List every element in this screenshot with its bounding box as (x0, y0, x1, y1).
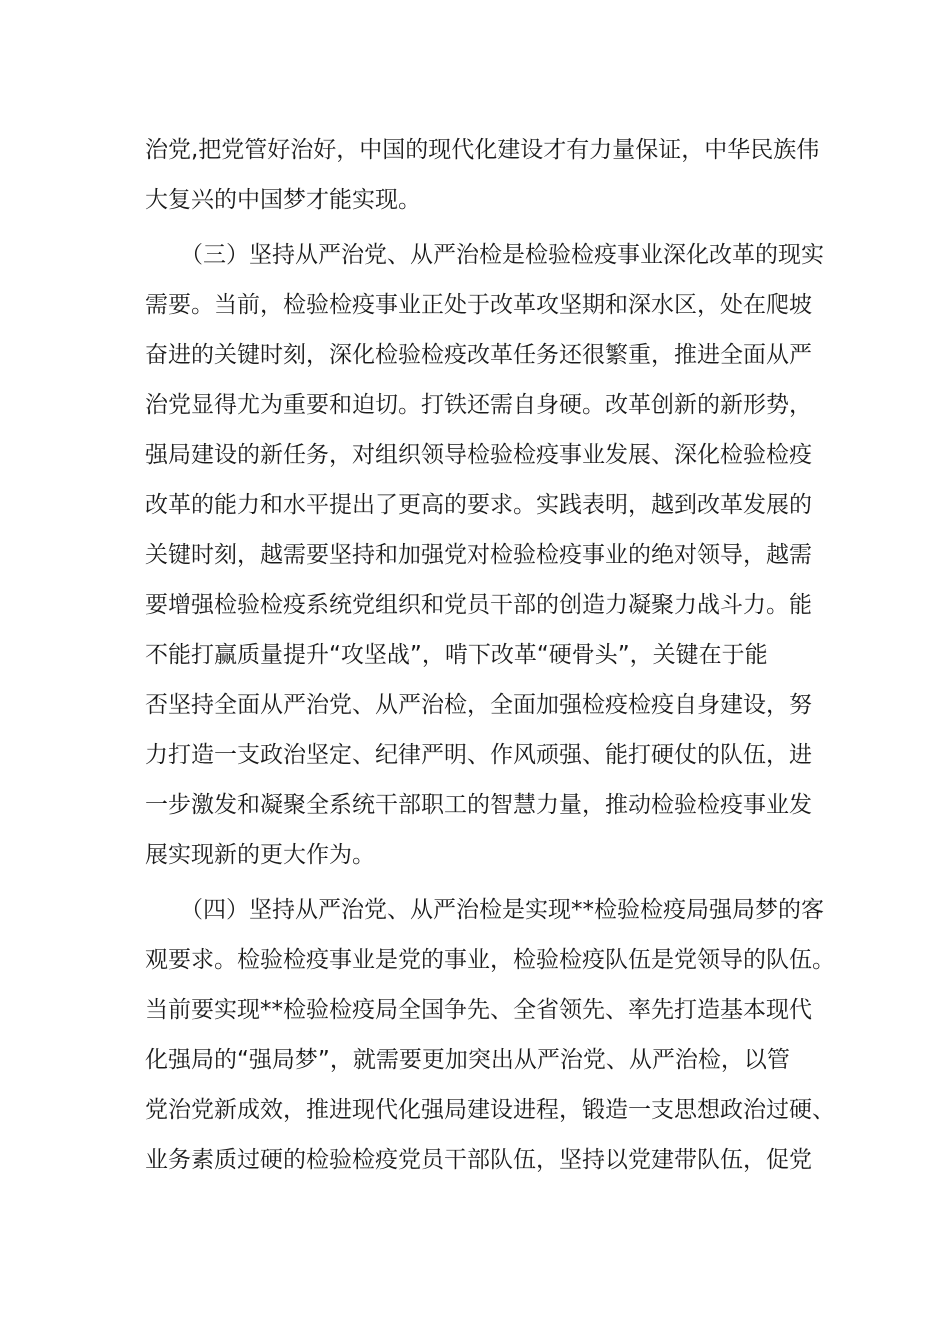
text-line: 治党,把党管好治好，中国的现代化建设才有力量保证，中华民族伟 (145, 137, 820, 163)
text-line: 不能打赢质量提升“攻坚战”，啃下改革“硬骨头”，关键在于能 (145, 642, 768, 668)
text-line: 观要求。检验检疫事业是党的事业，检验检疫队伍是党领导的队伍。 (145, 947, 835, 973)
text-line: 业务素质过硬的检验检疫党员干部队伍，坚持以党建带队伍，促党 (145, 1147, 812, 1173)
paragraph-heading-line: （三）坚持从严治党、从严治检是检验检疫事业深化改革的现实 (180, 242, 824, 268)
text-line: 关键时刻，越需要坚持和加强党对检验检疫事业的绝对领导，越需 (145, 542, 812, 568)
text-line: 否坚持全面从严治党、从严治检，全面加强检疫检疫自身建设，努 (145, 692, 812, 718)
text-line: 奋进的关键时刻，深化检验检疫改革任务还很繁重，推进全面从严 (145, 342, 812, 368)
text-line: 一步激发和凝聚全系统干部职工的智慧力量，推动检验检疫事业发 (145, 792, 812, 818)
text-line: 治党显得尤为重要和迫切。打铁还需自身硬。改革创新的新形势， (145, 392, 812, 418)
text-line: 当前要实现**检验检疫局全国争先、全省领先、率先打造基本现代 (145, 997, 812, 1023)
text-line: 要增强检验检疫系统党组织和党员干部的创造力凝聚力战斗力。能 (145, 592, 812, 618)
text-line: 大复兴的中国梦才能实现。 (145, 187, 421, 213)
text-line: 改革的能力和水平提出了更高的要求。实践表明，越到改革发展的 (145, 492, 812, 518)
text-line: 力打造一支政治坚定、纪律严明、作风顽强、能打硬仗的队伍，进 (145, 742, 812, 768)
text-line: 党治党新成效，推进现代化强局建设进程，锻造一支思想政治过硬、 (145, 1097, 835, 1123)
text-line: 展实现新的更大作为。 (145, 842, 375, 868)
paragraph-heading-line: （四）坚持从严治党、从严治检是实现**检验检疫局强局梦的客 (180, 897, 824, 923)
text-line: 需要。当前，检验检疫事业正处于改革攻坚期和深水区，处在爬坡 (145, 292, 812, 318)
text-line: 强局建设的新任务，对组织领导检验检疫事业发展、深化检验检疫 (145, 442, 812, 468)
text-line: 化强局的“强局梦”，就需要更加突出从严治党、从严治检，以管 (145, 1047, 790, 1073)
